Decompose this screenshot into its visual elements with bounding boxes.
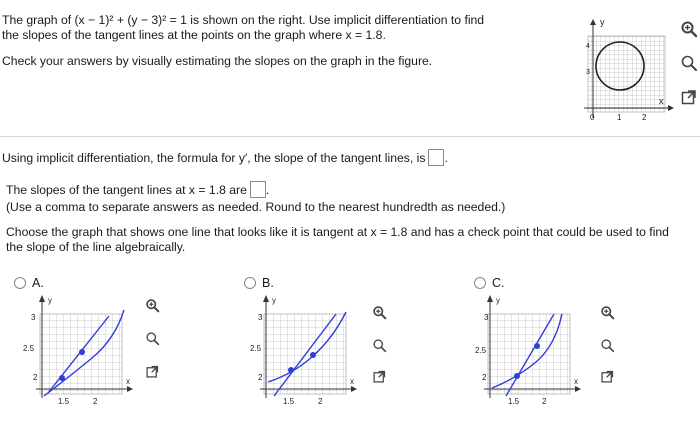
zoom-in-icon <box>680 20 698 38</box>
main-graph <box>578 14 678 126</box>
option-c-zoom-out-button[interactable] <box>598 336 616 354</box>
option-a-x-tick-1.5: 1.5 <box>58 397 70 406</box>
option-a-y-label: y <box>48 296 52 305</box>
main-y-tick-3: 3 <box>586 69 590 76</box>
popout-icon <box>372 369 387 384</box>
option-c-y-tick-3: 3 <box>484 313 489 322</box>
option-c[interactable] <box>474 276 505 290</box>
zoom-out-icon <box>145 331 160 346</box>
option-a-y-tick-3: 3 <box>31 313 36 322</box>
option-b-y-label: y <box>272 296 276 305</box>
option-b-radio[interactable] <box>244 277 256 289</box>
question1-end: . <box>444 151 448 165</box>
option-c-graph <box>462 292 592 410</box>
question3-line-2: the slope of the line algebraically. <box>6 240 186 254</box>
zoom-out-icon <box>600 338 615 353</box>
question2-hint: (Use a comma to separate answers as needed. Round to the nearest hundredth as needed.) <box>6 200 506 214</box>
option-b[interactable] <box>244 276 274 290</box>
option-b-point-2 <box>310 352 316 358</box>
question1 <box>2 149 448 166</box>
option-c-y-label: y <box>496 296 500 305</box>
option-c-popout-button[interactable] <box>598 367 616 385</box>
main-x-label: x <box>659 96 664 106</box>
zoom-in-icon <box>600 305 615 320</box>
main-x-tick-0: 0 <box>590 113 595 122</box>
zoom-in-icon <box>372 305 387 320</box>
zoom-in-button[interactable] <box>678 18 700 40</box>
option-c-label: C. <box>492 276 505 290</box>
divider <box>0 136 700 137</box>
problem-line-2: the slopes of the tangent lines at the points on the graph where x = 1.8. <box>2 28 386 42</box>
question1-text: Using implicit differentiation, the formula for y′, the slope of the tangent lines, is <box>2 151 426 165</box>
question2 <box>6 181 269 198</box>
option-a-radio[interactable] <box>14 277 26 289</box>
zoom-out-icon <box>372 338 387 353</box>
question2-text: The slopes of the tangent lines at x = 1.8 are <box>6 183 247 197</box>
option-c-y-tick-2.5: 2.5 <box>475 346 487 355</box>
option-a-popout-button[interactable] <box>143 362 161 380</box>
option-b-x-label: x <box>350 377 354 386</box>
option-a-zoom-in-button[interactable] <box>143 296 161 314</box>
option-b-x-tick-1.5: 1.5 <box>283 397 295 406</box>
option-b-zoom-out-button[interactable] <box>370 336 388 354</box>
option-b-x-tick-2: 2 <box>318 397 323 406</box>
popout-icon <box>145 364 160 379</box>
slopes-answer-input[interactable] <box>250 181 266 198</box>
option-c-y-tick-2: 2 <box>482 373 487 382</box>
option-a-point-1 <box>59 375 65 381</box>
option-a-graph <box>14 292 144 410</box>
zoom-out-button[interactable] <box>678 52 700 74</box>
main-y-tick-4: 4 <box>586 43 590 50</box>
option-c-x-tick-1.5: 1.5 <box>508 397 520 406</box>
option-b-label: B. <box>262 276 274 290</box>
option-b-y-tick-2: 2 <box>258 373 263 382</box>
question2-end: . <box>265 183 270 197</box>
option-a-y-tick-2: 2 <box>33 373 38 382</box>
main-x-tick-1: 1 <box>617 113 622 122</box>
option-a-label: A. <box>32 276 44 290</box>
option-b-popout-button[interactable] <box>370 367 388 385</box>
option-a-zoom-out-button[interactable] <box>143 329 161 347</box>
option-a-y-tick-2.5: 2.5 <box>23 344 35 353</box>
option-a[interactable] <box>14 276 44 290</box>
yprime-answer-input[interactable] <box>428 149 444 166</box>
option-c-point-1 <box>514 373 520 379</box>
option-a-point-2 <box>79 349 85 355</box>
option-c-zoom-in-button[interactable] <box>598 303 616 321</box>
option-a-x-label: x <box>126 377 130 386</box>
option-b-y-tick-3: 3 <box>258 313 263 322</box>
option-c-point-2 <box>534 343 540 349</box>
zoom-in-icon <box>145 298 160 313</box>
popout-button[interactable] <box>678 86 700 108</box>
option-b-graph <box>238 292 368 410</box>
option-c-x-tick-2: 2 <box>542 397 547 406</box>
option-c-radio[interactable] <box>474 277 486 289</box>
option-c-x-label: x <box>574 377 578 386</box>
zoom-out-icon <box>680 54 698 72</box>
option-b-y-tick-2.5: 2.5 <box>250 344 262 353</box>
main-y-label: y <box>600 17 605 27</box>
question3-line-1: Choose the graph that shows one line that looks like it is tangent at x = 1.8 and has a check point that could be used to find <box>6 225 669 239</box>
problem-line-1: The graph of (x − 1)² + (y − 3)² = 1 is shown on the right. Use implicit differentiation to find <box>2 13 485 27</box>
main-x-tick-2: 2 <box>642 113 647 122</box>
option-b-zoom-in-button[interactable] <box>370 303 388 321</box>
popout-icon <box>680 88 698 106</box>
popout-icon <box>600 369 615 384</box>
option-a-x-tick-2: 2 <box>93 397 98 406</box>
option-b-point-1 <box>288 367 294 373</box>
problem-line-3: Check your answers by visually estimating the slopes on the graph in the figure. <box>2 54 433 68</box>
